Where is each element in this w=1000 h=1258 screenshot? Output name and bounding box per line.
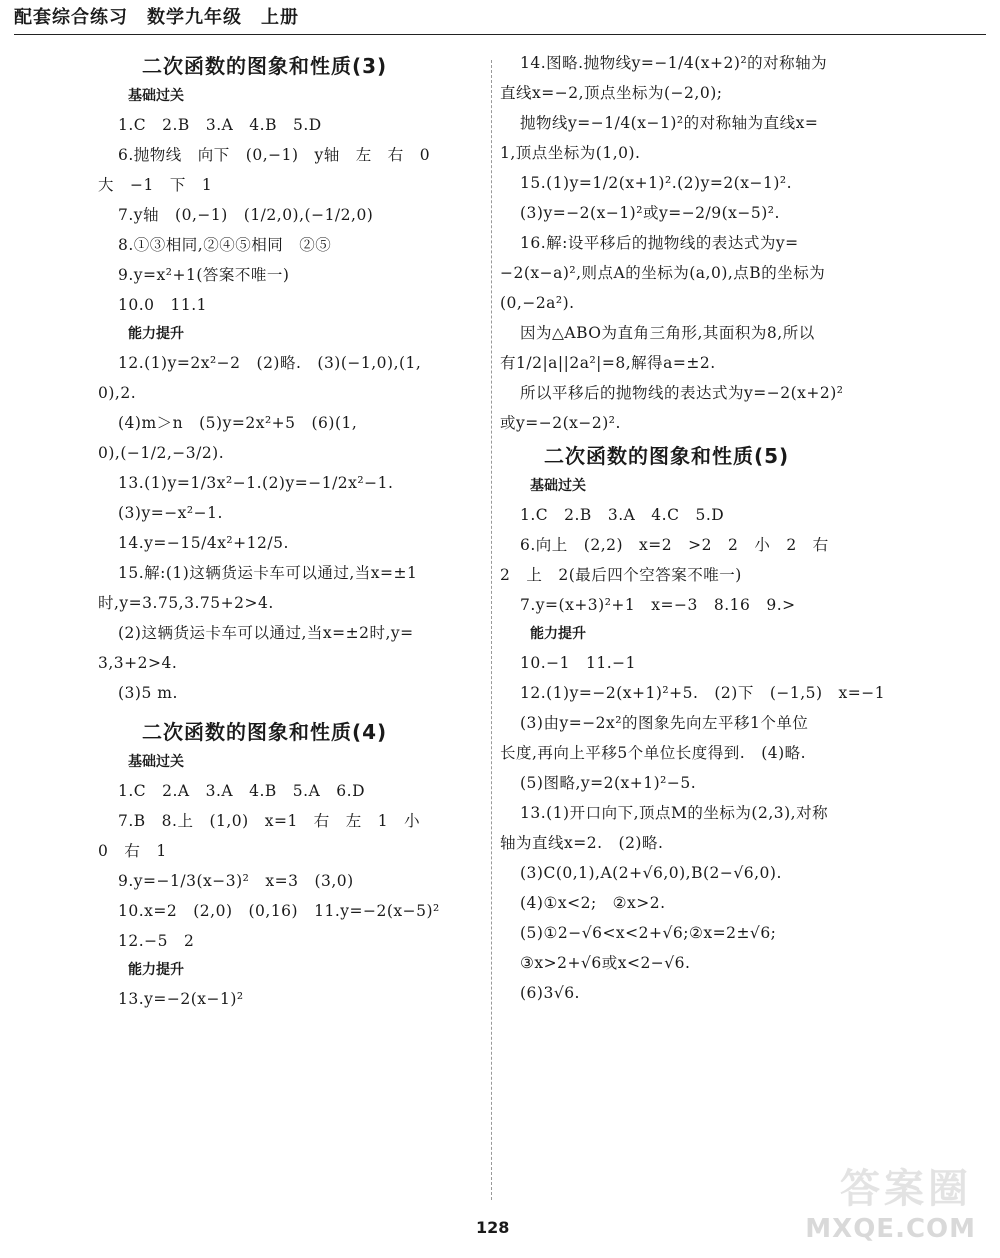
- watermark: [790, 1166, 990, 1252]
- answer-line: 6.向上 (2,2) x=2 >2 2 小 2 右: [520, 536, 829, 554]
- answer-line: 有1/2|a||2a²|=8,解得a=±2.: [500, 354, 716, 372]
- answer-line: 9.y=−1/3(x−3)² x=3 (3,0): [118, 872, 354, 890]
- answer-line: 15.(1)y=1/2(x+1)².(2)y=2(x−1)².: [520, 174, 793, 192]
- answer-line: 3,3+2>4.: [98, 654, 178, 672]
- header-title: 配套综合练习 数学九年级 上册: [14, 7, 299, 28]
- answer-line: 16.解:设平移后的抛物线的表达式为y=: [520, 234, 799, 252]
- answer-line: 10.−1 11.−1: [520, 654, 636, 672]
- answer-line: 1.C 2.B 3.A 4.B 5.D: [118, 116, 322, 134]
- sec5-basic-heading: 基础过关: [530, 478, 586, 494]
- answer-line: 或y=−2(x−2)².: [500, 414, 621, 432]
- answer-line: −2(x−a)²,则点A的坐标为(a,0),点B的坐标为: [500, 264, 826, 282]
- answer-line: 14.y=−15/4x²+12/5.: [118, 534, 289, 552]
- answer-line: 2 上 2(最后四个空答案不唯一): [500, 566, 742, 584]
- answer-line: (5)图略,y=2(x+1)²−5.: [520, 774, 697, 792]
- answer-line: 12.−5 2: [118, 932, 195, 950]
- answer-line: (3)y=−x²−1.: [118, 504, 223, 522]
- answer-line: 10.x=2 (2,0) (0,16) 11.y=−2(x−5)²: [118, 902, 440, 920]
- answer-line: 1.C 2.B 3.A 4.C 5.D: [520, 506, 725, 524]
- answer-line: ③x>2+√6或x<2−√6.: [520, 954, 691, 972]
- answer-line: 7.y轴 (0,−1) (1/2,0),(−1/2,0): [118, 206, 374, 224]
- answer-line: 抛物线y=−1/4(x−1)²的对称轴为直线x=: [520, 114, 819, 132]
- column-divider: [491, 60, 492, 1200]
- answer-line: 直线x=−2,顶点坐标为(−2,0);: [500, 84, 723, 102]
- answer-line: (3)y=−2(x−1)²或y=−2/9(x−5)².: [520, 204, 780, 222]
- answer-line: 0),(−1/2,−3/2).: [98, 444, 225, 462]
- page-number: 128: [476, 1218, 510, 1237]
- answer-line: 12.(1)y=−2(x+1)²+5. (2)下 (−1,5) x=−1: [520, 684, 886, 702]
- answer-line: (3)5 m.: [118, 684, 178, 702]
- answer-line: 13.(1)开口向下,顶点M的坐标为(2,3),对称: [520, 804, 829, 822]
- answer-line: 7.y=(x+3)²+1 x=−3 8.16 9.>: [520, 596, 796, 614]
- answer-line: 7.B 8.上 (1,0) x=1 右 左 1 小: [118, 812, 421, 830]
- answer-line: 1,顶点坐标为(1,0).: [500, 144, 641, 162]
- answer-line: 13.(1)y=1/3x²−1.(2)y=−1/2x²−1.: [118, 474, 394, 492]
- sec4-ability-heading: 能力提升: [128, 962, 184, 978]
- page-header: [14, 4, 986, 35]
- answer-line: (5)①2−√6<x<2+√6;②x=2±√6;: [520, 924, 777, 942]
- sec3-basic-heading: 基础过关: [128, 88, 184, 104]
- section-title-5: 二次函数的图象和性质(5): [544, 444, 790, 468]
- section-title-3: 二次函数的图象和性质(3): [142, 54, 388, 78]
- answer-line: 9.y=x²+1(答案不唯一): [118, 266, 290, 284]
- answer-line: (3)C(0,1),A(2+√6,0),B(2−√6,0).: [520, 864, 782, 882]
- answer-line: (2)这辆货运卡车可以通过,当x=±2时,y=: [118, 624, 414, 642]
- answer-line: (0,−2a²).: [500, 294, 575, 312]
- answer-line: 10.0 11.1: [118, 296, 208, 314]
- sec4-basic-heading: 基础过关: [128, 754, 184, 770]
- answer-line: (6)3√6.: [520, 984, 580, 1002]
- answer-line: 13.y=−2(x−1)²: [118, 990, 244, 1008]
- answer-line: 1.C 2.A 3.A 4.B 5.A 6.D: [118, 782, 365, 800]
- answer-line: 12.(1)y=2x²−2 (2)略. (3)(−1,0),(1,: [118, 354, 422, 372]
- answer-line: (3)由y=−2x²的图象先向左平移1个单位: [520, 714, 809, 732]
- sec5-ability-heading: 能力提升: [530, 626, 586, 642]
- answer-line: 因为△ABO为直角三角形,其面积为8,所以: [520, 324, 815, 342]
- answer-line: 0 右 1: [98, 842, 167, 860]
- answer-line: 0),2.: [98, 384, 137, 402]
- answer-line: 6.抛物线 向下 (0,−1) y轴 左 右 0: [118, 146, 431, 164]
- answer-line: 大 −1 下 1: [98, 176, 213, 194]
- answer-line: 15.解:(1)这辆货运卡车可以通过,当x=±1: [118, 564, 418, 582]
- answer-line: 8.①③相同,②④⑤相同 ②⑤: [118, 236, 332, 254]
- answer-line: 轴为直线x=2. (2)略.: [500, 834, 664, 852]
- watermark-logo: 答案圈: [840, 1166, 972, 1212]
- sec3-ability-heading: 能力提升: [128, 326, 184, 342]
- section-title-4: 二次函数的图象和性质(4): [142, 720, 388, 744]
- answer-line: 长度,再向上平移5个单位长度得到. (4)略.: [500, 744, 807, 762]
- answer-line: (4)m＞n (5)y=2x²+5 (6)(1,: [118, 414, 358, 432]
- answer-line: 14.图略.抛物线y=−1/4(x+2)²的对称轴为: [520, 54, 828, 72]
- right-column: [500, 48, 892, 1008]
- answer-line: 所以平移后的抛物线的表达式为y=−2(x+2)²: [520, 384, 844, 402]
- answer-line: (4)①x<2; ②x>2.: [520, 894, 666, 912]
- watermark-site: MXQE.COM: [805, 1214, 976, 1244]
- left-column: [98, 48, 468, 1014]
- answer-line: 时,y=3.75,3.75+2>4.: [98, 594, 274, 612]
